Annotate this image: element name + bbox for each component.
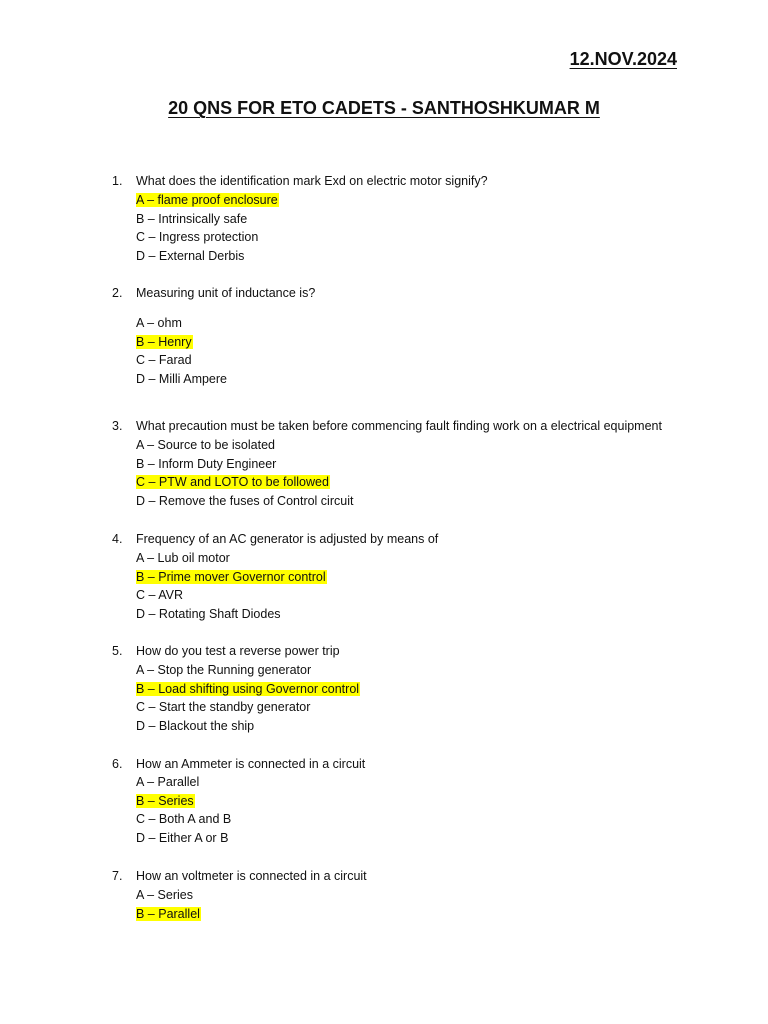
option-list <box>136 314 228 388</box>
option-b-answer: B – Prime mover Governor control <box>136 569 326 584</box>
option-b-answer: B – Series <box>136 793 194 808</box>
question-number: 3. <box>112 419 123 433</box>
option-a: A – Series <box>136 888 193 902</box>
option-d: D – Blackout the ship <box>136 718 255 733</box>
option-list <box>136 191 279 265</box>
question-text: Frequency of an AC generator is adjusted by means of <box>136 532 439 546</box>
question-number: 5. <box>112 644 123 658</box>
option-b-answer: B – Parallel <box>136 906 200 921</box>
option-list <box>136 436 354 510</box>
option-a: A – Source to be isolated <box>136 438 275 452</box>
question-number: 6. <box>112 757 123 771</box>
option-b: B – Inform Duty Engineer <box>136 456 277 471</box>
option-d: D – External Derbis <box>136 248 245 263</box>
option-a: A – Parallel <box>136 775 200 789</box>
question-text: What does the identification mark Exd on electric motor signify? <box>136 174 488 188</box>
option-c-answer: C – PTW and LOTO to be followed <box>136 475 329 490</box>
question-number: 4. <box>112 532 123 546</box>
option-c: C – Start the standby generator <box>136 700 311 715</box>
option-list <box>136 661 360 735</box>
option-d: D – Either A or B <box>136 830 229 845</box>
option-a: A – ohm <box>136 316 182 330</box>
question-text: What precaution must be taken before commencing fault finding work on a electrical equipment <box>136 419 662 433</box>
question-text: How an voltmeter is connected in a circuit <box>136 869 367 883</box>
option-b-answer: B – Load shifting using Governor control <box>136 681 360 696</box>
option-a: A – Lub oil motor <box>136 551 230 565</box>
option-list <box>136 886 201 923</box>
option-d: D – Remove the fuses of Control circuit <box>136 493 354 508</box>
option-b-answer: B – Henry <box>136 334 192 349</box>
question-number: 2. <box>112 286 123 300</box>
option-c: C – Ingress protection <box>136 230 259 245</box>
question-number: 1. <box>112 174 123 188</box>
option-d: D – Rotating Shaft Diodes <box>136 606 281 621</box>
option-a-answer: A – flame proof enclosure <box>136 193 278 207</box>
document-title: 20 QNS FOR ETO CADETS - SANTHOSHKUMAR M <box>168 98 600 118</box>
option-a: A – Stop the Running generator <box>136 663 312 677</box>
option-list <box>136 773 232 847</box>
document-date: 12.NOV.2024 <box>569 49 677 69</box>
option-b: B – Intrinsically safe <box>136 211 248 226</box>
option-c: C – Farad <box>136 353 192 368</box>
option-list <box>136 549 327 623</box>
option-c: C – AVR <box>136 588 184 603</box>
option-d: D – Milli Ampere <box>136 371 227 386</box>
question-text: How an Ammeter is connected in a circuit <box>136 757 366 771</box>
question-number: 7. <box>112 869 123 883</box>
question-text: Measuring unit of inductance is? <box>136 286 316 300</box>
option-c: C – Both A and B <box>136 812 232 827</box>
question-text: How do you test a reverse power trip <box>136 644 340 658</box>
